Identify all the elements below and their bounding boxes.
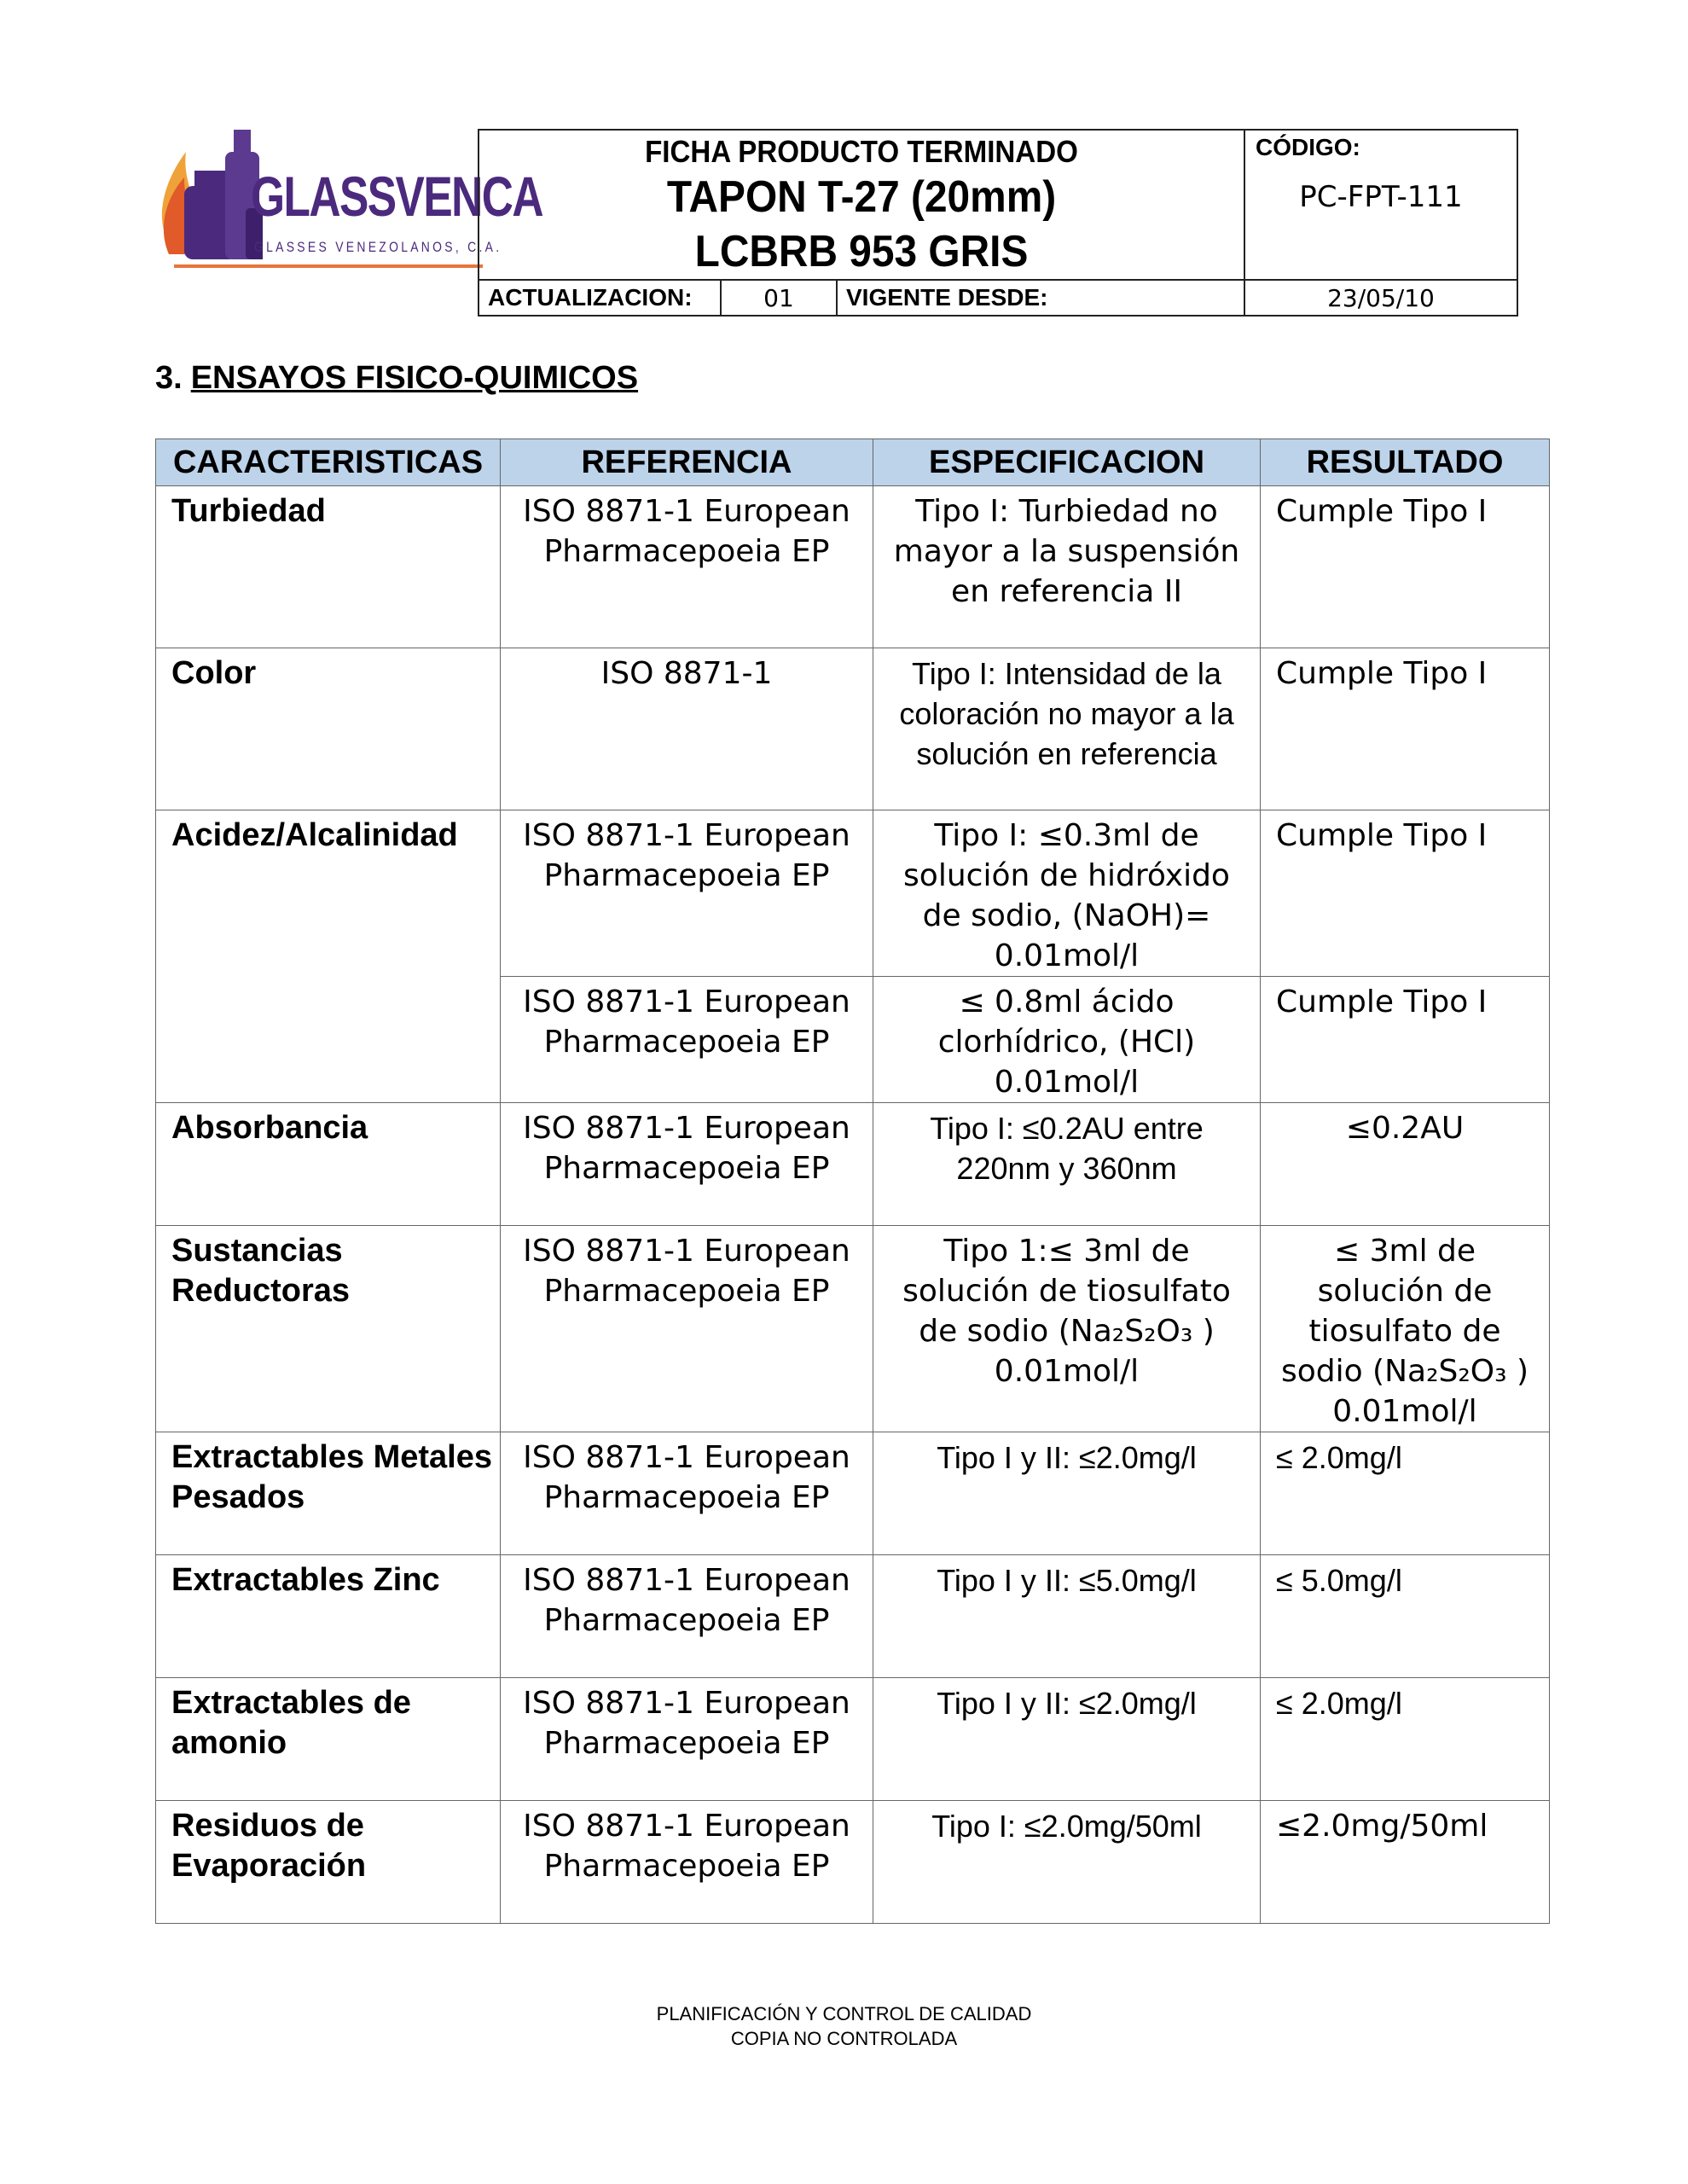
cell-resultado: Cumple Tipo I	[1261, 810, 1550, 977]
cell-resultado: ≤ 3ml de solución de tiosulfato de sodio (Na₂S₂O₃ ) 0.01mol/l	[1261, 1226, 1550, 1432]
company-logo	[143, 126, 542, 280]
section-heading: ENSAYOS FISICO-QUIMICOS	[190, 360, 639, 396]
logo-brand: GLASSVENCA	[251, 165, 542, 228]
cell-referencia: ISO 8871-1 European Pharmacepoeia EP	[501, 977, 873, 1103]
cell-especificacion: Tipo I y II: ≤5.0mg/l	[873, 1555, 1261, 1678]
cell-resultado: Cumple Tipo I	[1261, 486, 1550, 648]
table-header-row	[156, 439, 1550, 486]
valid-since-label: VIGENTE DESDE:	[837, 280, 1244, 316]
cell-resultado: ≤2.0mg/50ml	[1261, 1801, 1550, 1924]
cell-especificacion: ≤ 0.8ml ácido clorhídrico, (HCl) 0.01mol/l	[873, 977, 1261, 1103]
update-value: 01	[721, 280, 837, 316]
cell-especificacion: Tipo I: Intensidad de la coloración no mayor a la solución en referencia	[873, 648, 1261, 810]
page-footer	[0, 2001, 1688, 2051]
doc-type: FICHA PRODUCTO TERMINADO	[645, 134, 1078, 169]
cell-referencia: ISO 8871-1 European Pharmacepoeia EP	[501, 1801, 873, 1924]
cell-resultado: ≤ 2.0mg/l	[1261, 1678, 1550, 1801]
cell-referencia: ISO 8871-1 European Pharmacepoeia EP	[501, 1226, 873, 1432]
cell-referencia: ISO 8871-1 European Pharmacepoeia EP	[501, 1103, 873, 1226]
cell-caracteristica: Turbiedad	[156, 486, 501, 648]
col-header-caracteristicas: CARACTERISTICAS	[156, 439, 501, 486]
cell-caracteristica: Sustancias Reductoras	[156, 1226, 501, 1432]
footer-line1: PLANIFICACIÓN Y CONTROL DE CALIDAD	[656, 2003, 1032, 2024]
bottles-icon	[143, 126, 263, 271]
col-header-resultado: RESULTADO	[1261, 439, 1550, 486]
table-row	[156, 810, 1550, 977]
cell-referencia: ISO 8871-1 European Pharmacepoeia EP	[501, 1678, 873, 1801]
valid-since-value: 23/05/10	[1244, 280, 1517, 316]
cell-resultado: Cumple Tipo I	[1261, 648, 1550, 810]
table-row	[156, 648, 1550, 810]
cell-especificacion: Tipo 1:≤ 3ml de solución de tiosulfato de sodio (Na₂S₂O₃ ) 0.01mol/l	[873, 1226, 1261, 1432]
cell-referencia: ISO 8871-1 European Pharmacepoeia EP	[501, 1555, 873, 1678]
product-name-line2: LCBRB 953 GRIS	[694, 227, 1029, 276]
section-title	[155, 360, 638, 397]
cell-referencia: ISO 8871-1 European Pharmacepoeia EP	[501, 486, 873, 648]
table-row	[156, 1103, 1550, 1226]
cell-especificacion: Tipo I: ≤2.0mg/50ml	[873, 1801, 1261, 1924]
document-header	[478, 129, 1518, 317]
footer-line2: COPIA NO CONTROLADA	[730, 2028, 958, 2049]
cell-caracteristica: Residuos de Evaporación	[156, 1801, 501, 1924]
cell-especificacion: Tipo I: ≤0.2AU entre 220nm y 360nm	[873, 1103, 1261, 1226]
table-row	[156, 1678, 1550, 1801]
cell-referencia: ISO 8871-1 European Pharmacepoeia EP	[501, 1432, 873, 1555]
cell-especificacion: Tipo I y II: ≤2.0mg/l	[873, 1432, 1261, 1555]
header-title-cell	[479, 130, 1244, 280]
cell-resultado: ≤0.2AU	[1261, 1103, 1550, 1226]
cell-referencia: ISO 8871-1	[501, 648, 873, 810]
cell-caracteristica: Extractables de amonio	[156, 1678, 501, 1801]
code-value: PC-FPT-111	[1299, 180, 1463, 214]
cell-resultado: ≤ 5.0mg/l	[1261, 1555, 1550, 1678]
cell-resultado: ≤ 2.0mg/l	[1261, 1432, 1550, 1555]
table-row	[156, 1555, 1550, 1678]
logo-tagline: GLASSES VENEZOLANOS, C.A.	[254, 239, 502, 255]
cell-caracteristica: Absorbancia	[156, 1103, 501, 1226]
table-row	[156, 486, 1550, 648]
code-label: CÓDIGO:	[1256, 134, 1360, 160]
cell-especificacion: Tipo I: ≤0.3ml de solución de hidróxido de sodio, (NaOH)= 0.01mol/l	[873, 810, 1261, 977]
cell-caracteristica: Extractables Zinc	[156, 1555, 501, 1678]
tests-table	[155, 439, 1550, 1924]
cell-especificacion: Tipo I y II: ≤2.0mg/l	[873, 1678, 1261, 1801]
logo-underline	[174, 264, 483, 268]
table-row	[156, 1801, 1550, 1924]
cell-especificacion: Tipo I: Turbiedad no mayor a la suspensión en referencia II	[873, 486, 1261, 648]
col-header-referencia: REFERENCIA	[501, 439, 873, 486]
cell-caracteristica: Color	[156, 648, 501, 810]
cell-resultado: Cumple Tipo I	[1261, 977, 1550, 1103]
table-row	[156, 1432, 1550, 1555]
product-name-line1: TAPON T-27 (20mm)	[666, 172, 1057, 222]
col-header-especificacion: ESPECIFICACION	[873, 439, 1261, 486]
table-row	[156, 1226, 1550, 1432]
cell-caracteristica: Acidez/Alcalinidad	[156, 810, 501, 1103]
cell-referencia: ISO 8871-1 European Pharmacepoeia EP	[501, 810, 873, 977]
update-label: ACTUALIZACION:	[479, 280, 721, 316]
section-number: 3.	[155, 360, 183, 396]
cell-caracteristica: Extractables Metales Pesados	[156, 1432, 501, 1555]
header-code-cell	[1244, 130, 1517, 280]
